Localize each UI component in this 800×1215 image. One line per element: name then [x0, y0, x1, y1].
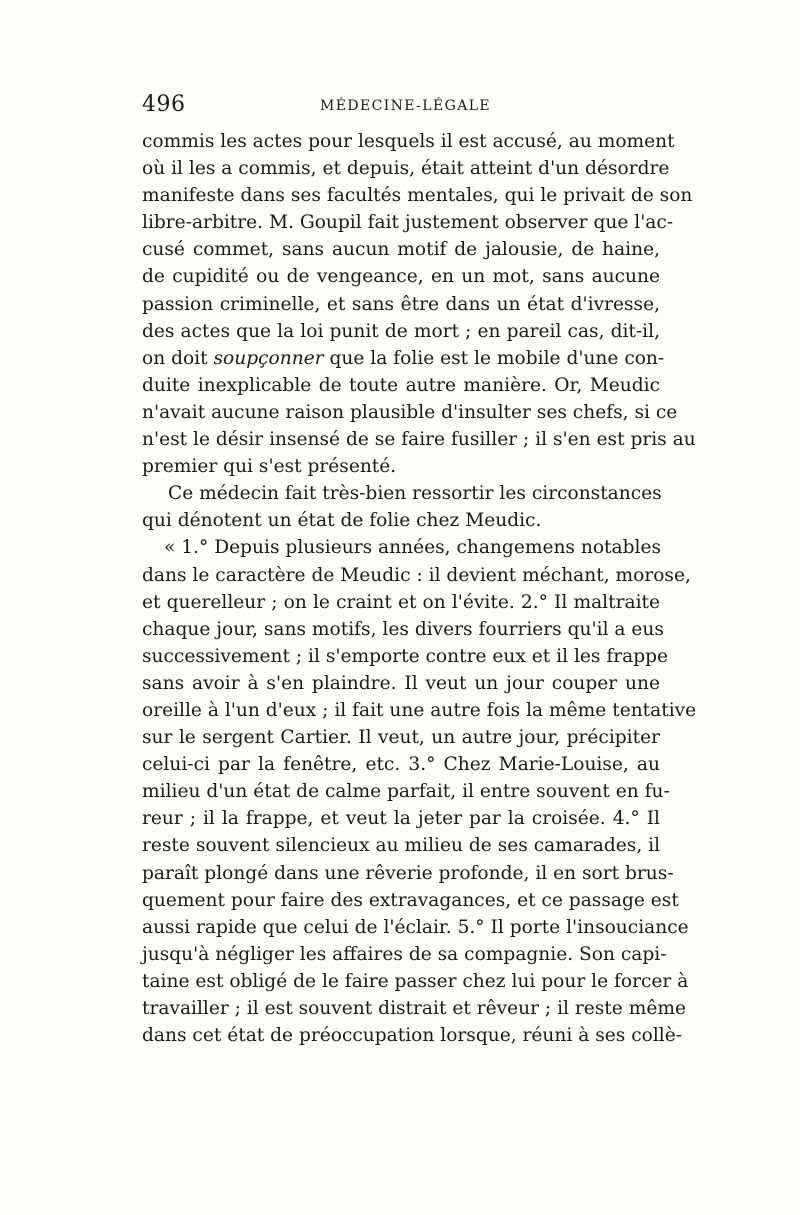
- text-line: n'est le désir insensé de se faire fusiller ; il s'en est pris au: [142, 429, 696, 451]
- text-line: premier qui s'est présenté.: [142, 456, 397, 478]
- text-line: dans le caractère de Meudic : il devient méchant, morose,: [142, 564, 691, 586]
- text-line: reste souvent silencieux au milieu de ses camarades, il: [142, 835, 661, 857]
- running-title: MÉDECINE-LÉGALE: [320, 98, 492, 114]
- text-line: Ce médecin fait très-bien ressortir les circonstances: [168, 483, 662, 505]
- text-line: sur le sergent Cartier. Il veut, un autre jour, précipiter: [142, 727, 660, 749]
- text-line: cusé commet, sans aucun motif de jalousie, de haine,: [142, 239, 660, 261]
- text-line: sans avoir à s'en plaindre. Il veut un jour couper une: [142, 672, 660, 694]
- text-line: travailler ; il est souvent distrait et rêveur ; il reste même: [142, 998, 686, 1019]
- text-line: « 1.° Depuis plusieurs années, changemens notables: [164, 537, 662, 559]
- text-line: jusqu'à négliger les affaires de sa compagnie. Son capi-: [142, 943, 667, 965]
- text-line: taine est obligé de le faire passer chez lui pour le forcer à: [142, 970, 689, 992]
- text-line: successivement ; il s'emporte contre eux et il les frappe: [142, 645, 669, 667]
- text-line: commis les actes pour lesquels il est accusé, au moment: [142, 131, 675, 152]
- text-line: duite inexplicable de toute autre manière. Or, Meudic: [142, 374, 660, 396]
- text-line: quement pour faire des extravagances, et ce passage est: [142, 889, 679, 911]
- text-line: aussi rapide que celui de l'éclair. 5.° Il porte l'insouciance: [142, 916, 689, 938]
- running-head: [142, 92, 662, 122]
- text-line: reur ; il la frappe, et veut la jeter par la croisée. 4.° Il: [142, 808, 660, 830]
- text-line: paraît plongé dans une rêverie profonde, il en sort brus-: [142, 862, 674, 884]
- text-line: et querelleur ; on le craint et on l'évite. 2.° Il maltraite: [142, 591, 660, 613]
- text-line: manifeste dans ses facultés mentales, qui le privait de son: [142, 185, 693, 207]
- text-line: oreille à l'un d'eux ; il fait une autre fois la même tentative: [142, 699, 697, 721]
- text-line: chaque jour, sans motifs, les divers fourriers qu'il a eus: [142, 618, 664, 640]
- text-line: milieu d'un état de calme parfait, il entre souvent en fu-: [142, 781, 670, 803]
- text-line: celui-ci par la fenêtre, etc. 3.° Chez Marie-Louise, au: [142, 754, 660, 776]
- page-number: 496: [142, 92, 186, 117]
- text-line: libre-arbitre. M. Goupil fait justement observer que l'ac-: [142, 212, 674, 234]
- text-line: n'avait aucune raison plausible d'insulter ses chefs, si ce: [142, 401, 678, 423]
- text-line: de cupidité ou de vengeance, en un mot, sans aucune: [142, 266, 660, 288]
- text-line: dans cet état de préoccupation lorsque, réuni à ses collè-: [142, 1025, 683, 1047]
- text-line: on doit soupçonner que la folie est le mobile d'une con-: [142, 347, 665, 369]
- text-line: passion criminelle, et sans être dans un état d'ivresse,: [142, 293, 660, 315]
- text-line: des actes que la loi punit de mort ; en pareil cas, dit-il,: [142, 320, 660, 342]
- text-line: où il les a commis, et depuis, était atteint d'un désordre: [142, 158, 670, 180]
- text-line: qui dénotent un état de folie chez Meudic.: [142, 510, 542, 532]
- body-text: [142, 128, 697, 1049]
